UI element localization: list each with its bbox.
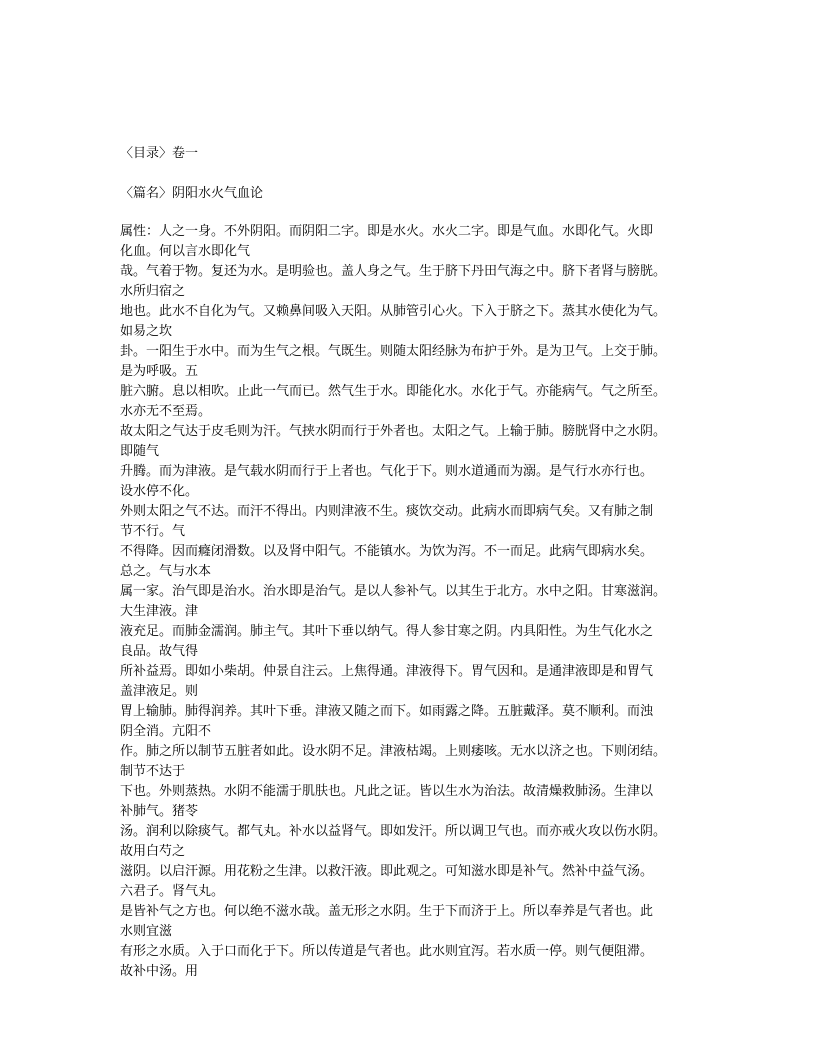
text-line: 补肺气。猪苓 — [120, 804, 199, 819]
text-line: 水亦无不至焉。 — [120, 404, 212, 419]
text-line: 水所归宿之 — [120, 284, 186, 299]
text-line: 不得降。因而癃闭滑数。以及肾中阳气。不能镇水。为饮为泻。不一而足。此病气即病水矣。 — [120, 544, 654, 559]
text-line: 盖津液足。则 — [120, 684, 199, 699]
text-line: 是皆补气之方也。何以绝不滋水哉。盖无形之水阴。生于下而济于上。所以奉养是气者也。此 — [120, 904, 654, 919]
text-line: 卦。一阳生于水中。而为生气之根。气既生。则随太阳经脉为布护于外。是为卫气。上交于肺。 — [120, 344, 667, 359]
text-line: 所补益焉。即如小柴胡。仲景自注云。上焦得通。津液得下。胃气因和。是通津液即是和胃气 — [120, 664, 654, 679]
text-line: 液充足。而肺金濡润。肺主气。其叶下垂以纳气。得人参甘寒之阴。内具阳性。为生气化水之 — [120, 624, 654, 639]
text-line: 属一家。治气即是治水。治水即是治气。是以人参补气。以其生于北方。水中之阳。甘寒滋润。 — [120, 584, 667, 599]
text-line: 水则宜滋 — [120, 924, 173, 939]
text-line: 故太阳之气达于皮毛则为汗。气挟水阴而行于外者也。太阳之气。上输于肺。膀胱肾中之水阴。 — [120, 424, 667, 439]
text-line: 如易之坎 — [120, 324, 173, 339]
text-line: 汤。润利以除痰气。都气丸。补水以益肾气。即如发汗。所以调卫气也。而亦戒火攻以伤水阴。 — [120, 824, 667, 839]
text-line: 地也。此水不自化为气。又赖鼻间吸入天阳。从肺管引心火。下入于脐之下。蒸其水使化为气。 — [120, 304, 667, 319]
text-line: 是为呼吸。五 — [120, 364, 199, 379]
text-line: 作。肺之所以制节五脏者如此。设水阴不足。津液枯竭。上则痿咳。无水以济之也。下则闭结。 — [120, 744, 667, 759]
text-line: 有形之水质。入于口而化于下。所以传道是气者也。此水则宜泻。若水质一停。则气便阻滞。 — [120, 944, 654, 959]
text-line: 下也。外则蒸热。水阴不能濡于肌肤也。凡此之证。皆以生水为治法。故清燥救肺汤。生津以 — [120, 784, 654, 799]
document-body — [120, 222, 700, 982]
document-page — [120, 144, 700, 982]
text-line: 制节不达于 — [120, 764, 186, 779]
chapter-heading: 〈篇名〉阴阳水火气血论 — [120, 186, 264, 201]
text-line: 滋阴。以启汗源。用花粉之生津。以救汗液。即此观之。可知滋水即是补气。然补中益气汤。 — [120, 864, 654, 879]
text-line: 外则太阳之气不达。而汗不得出。内则津液不生。痰饮交动。此病水而即病气矣。又有肺之制 — [120, 504, 654, 519]
text-line: 哉。气着于物。复还为水。是明验也。盖人身之气。生于脐下丹田气海之中。脐下者肾与膀胱。 — [120, 264, 667, 279]
catalog-heading: 〈目录〉卷一 — [120, 146, 199, 161]
text-line: 胃上输肺。肺得润养。其叶下垂。津液又随之而下。如雨露之降。五脏戴泽。莫不顺利。而浊 — [120, 704, 654, 719]
text-line: 大生津液。津 — [120, 604, 199, 619]
text-line: 脏六腑。息以相吹。止此一气而已。然气生于水。即能化水。水化于气。亦能病气。气之所至。 — [120, 384, 667, 399]
text-line: 良品。故气得 — [120, 644, 199, 659]
text-line: 故补中汤。用 — [120, 964, 199, 979]
text-line: 阴全消。亢阳不 — [120, 724, 212, 739]
text-line: 节不行。气 — [120, 524, 186, 539]
text-line: 故用白芍之 — [120, 844, 186, 859]
text-line: 设水停不化。 — [120, 484, 199, 499]
text-line: 即随气 — [120, 444, 160, 459]
text-line: 总之。气与水本 — [120, 564, 212, 579]
text-line: 六君子。肾气丸。 — [120, 884, 225, 899]
text-line: 属性：人之一身。不外阴阳。而阴阳二字。即是水火。水火二字。即是气血。水即化气。火即 — [120, 224, 654, 239]
text-line: 升腾。而为津液。是气载水阴而行于上者也。气化于下。则水道通而为溺。是气行水亦行也。 — [120, 464, 654, 479]
text-line: 化血。何以言水即化气 — [120, 244, 251, 259]
